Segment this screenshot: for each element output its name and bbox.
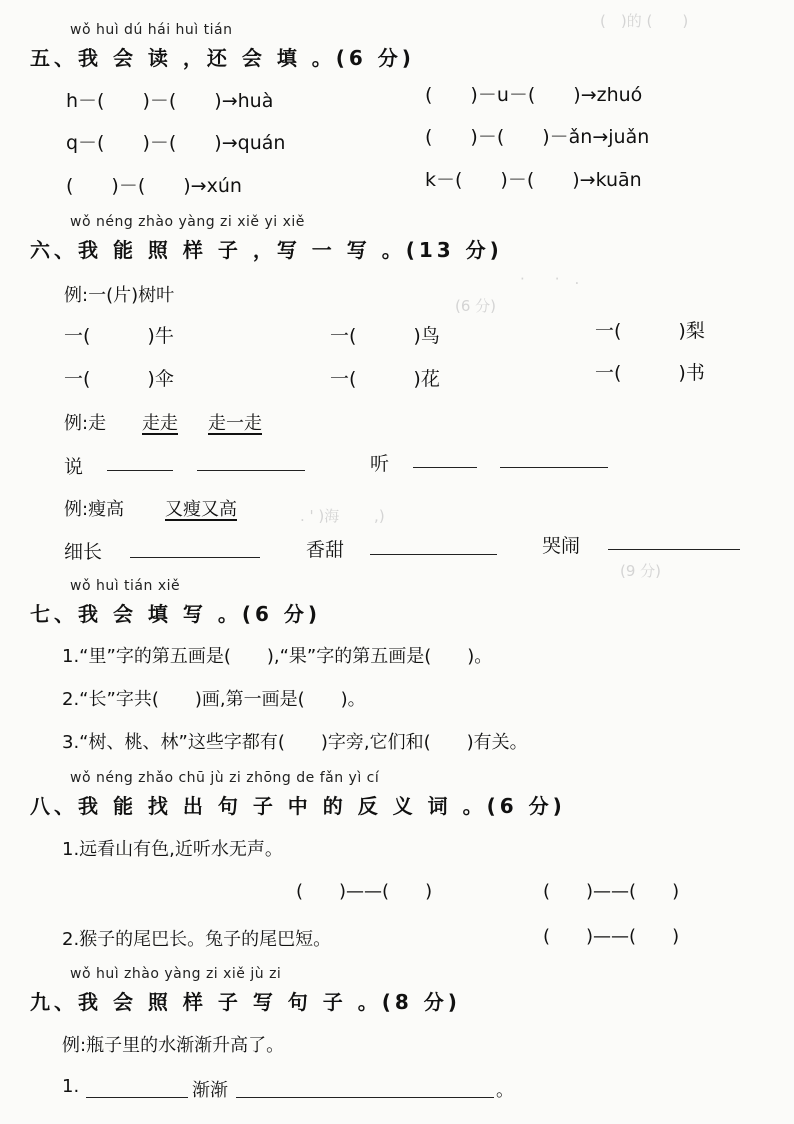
sec6-fill-6: 一( )书 [595,362,705,384]
sec8-pinyin: wǒ néng zhǎo chū jù zi zhōng de fǎn yì cí [70,770,380,786]
sec7-heading: 七、我 会 填 写 。(6 分) [30,602,322,626]
sec6-example-1: 例:一(片)树叶 [64,285,175,306]
sec6-word-shuo: 说 [64,456,84,478]
sec8-question-2: 2.猴子的尾巴长。兔子的尾巴短。 [62,929,332,950]
sec6-example-2-label: 例:走 [64,413,107,434]
answer-line[interactable] [130,557,260,558]
sec5-pinyin: wǒ huì dú hái huì tián [70,22,233,38]
sec5-heading: 五、我 会 读 ，还 会 填 。(6 分) [30,46,415,70]
sec6-fill-1: 一( )牛 [64,325,174,347]
sec6-heading: 六、我 能 照 样 子 ，写 一 写 。(13 分) [30,238,503,262]
sec8-q1-antonym-pair-1: ( )——( ) [296,881,433,902]
sec9-example: 例:瓶子里的水渐渐升高了。 [62,1035,285,1056]
sec5-item-4: ( )－( )－ǎn→juǎn [425,126,650,148]
bleed-through: ( )的 ( ) [600,12,689,30]
answer-line[interactable] [608,549,740,550]
sec7-question-2: 2.“长”字共( )画,第一画是( )。 [62,689,366,710]
sec7-pinyin: wǒ huì tián xiě [70,578,181,594]
sec6-fill-3: 一( )梨 [595,320,705,342]
sec9-question-1-number: 1. [62,1076,80,1097]
sec6-example-2-answer-b: 走一走 [208,413,262,434]
answer-line[interactable] [86,1097,188,1098]
sec7-question-1: 1.“里”字的第五画是( ),“果”字的第五画是( )。 [62,646,493,667]
sec5-item-1: h－( )－( )→huà [66,90,274,112]
sec6-pinyin: wǒ néng zhào yàng zi xiě yi xiě [70,214,305,230]
answer-line[interactable] [500,467,608,468]
sec6-word-ting: 听 [370,453,390,475]
sec6-example-3-answer: 又瘦又高 [165,499,237,520]
sec8-heading: 八、我 能 找 出 句 子 中 的 反 义 词 。(6 分) [30,794,566,818]
sec6-fill-4: 一( )伞 [64,368,174,390]
sec5-item-2: ( )－u－( )→zhuó [425,84,643,106]
sec9-question-1-word: 渐渐 [192,1080,228,1101]
sec6-example-3-label: 例:瘦高 [64,499,125,520]
sec8-q1-antonym-pair-2: ( )——( ) [543,881,680,902]
sec7-question-3: 3.“树、桃、林”这些字都有( )字旁,它们和( )有关。 [62,732,528,753]
sec9-pinyin: wǒ huì zhào yàng zi xiě jù zi [70,966,282,982]
sec8-q2-antonym-pair: ( )——( ) [543,926,680,947]
answer-line[interactable] [236,1097,494,1098]
sec5-item-3: q－( )－( )→quán [66,132,286,154]
bleed-through: (6 分) [455,297,497,315]
answer-line[interactable] [413,467,477,468]
bleed-through: · · . [520,270,580,288]
bleed-through: . ' )海 ,) [300,507,385,525]
sec5-item-6: k－( )－( )→kuān [425,169,642,191]
sec5-item-5: ( )－( )→xún [66,175,242,197]
sec6-word-xichang: 细长 [64,541,103,563]
answer-line[interactable] [370,554,497,555]
sec9-heading: 九、我 会 照 样 子 写 句 子 。(8 分) [30,990,461,1014]
sec8-question-1: 1.远看山有色,近听水无声。 [62,839,283,860]
sec9-question-1-end: 。 [496,1080,514,1101]
sec6-example-2-answer-a: 走走 [142,413,178,434]
answer-line[interactable] [197,470,305,471]
sec6-fill-2: 一( )鸟 [330,325,440,347]
sec6-word-kunao: 哭闹 [542,535,581,557]
sec6-word-xiangtian: 香甜 [306,539,345,561]
bleed-through: (9 分) [620,562,662,580]
sec6-fill-5: 一( )花 [330,368,440,390]
answer-line[interactable] [107,470,173,471]
